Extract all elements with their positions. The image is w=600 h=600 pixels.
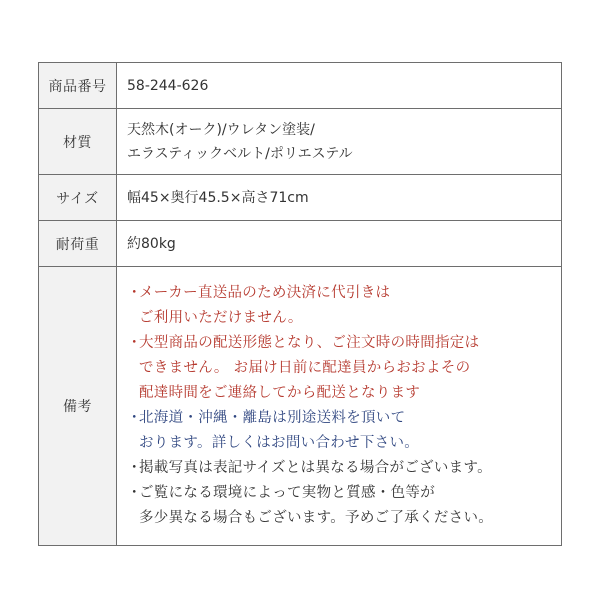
- note-line: おります。詳しくはお問い合わせ下さい。: [139, 435, 420, 451]
- note-bullet: ・: [127, 335, 142, 351]
- note-item-color-difference: [127, 481, 561, 531]
- note-item-delivery-time: [127, 331, 561, 406]
- note-line: 大型商品の配送形態となり、ご注文時の時間指定は: [139, 335, 480, 351]
- spec-label-load: 耐荷重: [39, 221, 117, 267]
- spec-value-load: 約80kg: [117, 221, 562, 267]
- note-item-extra-shipping: [127, 406, 561, 456]
- spec-value-product-number: 58-244-626: [117, 63, 562, 109]
- note-bullet: ・: [127, 485, 142, 501]
- note-bullet: ・: [127, 285, 142, 301]
- spec-row-size: [39, 175, 562, 221]
- note-item-no-cod: [127, 281, 561, 331]
- note-item-photo-size: [127, 456, 561, 481]
- spec-row-product-number: [39, 63, 562, 109]
- spec-value-material-line2: エラスティックベルト/ポリエステル: [127, 145, 353, 162]
- note-line: 配達時間をご連絡してから配送となります: [139, 385, 421, 401]
- note-line: できません。 お届け日前に配達員からおおよその: [139, 360, 471, 376]
- note-line: 掲載写真は表記サイズとは異なる場合がございます。: [139, 460, 492, 476]
- spec-label-size: サイズ: [39, 175, 117, 221]
- spec-value-size: 幅45×奥行45.5×高さ71cm: [117, 175, 562, 221]
- note-line: ご利用いただけません。: [139, 310, 303, 326]
- spec-label-notes: 備考: [39, 267, 117, 546]
- spec-row-load: [39, 221, 562, 267]
- spec-value-material: [117, 109, 562, 175]
- spec-value-notes: [117, 267, 562, 546]
- note-bullet: ・: [127, 410, 142, 426]
- note-line: メーカー直送品のため決済に代引きは: [139, 285, 391, 301]
- product-spec-table: [38, 62, 562, 546]
- note-line: 多少異なる場合もございます。予めご了承ください。: [139, 510, 494, 526]
- spec-label-material: 材質: [39, 109, 117, 175]
- note-line: 北海道・沖縄・離島は別途送料を頂いて: [139, 410, 406, 426]
- note-line: ご覧になる環境によって実物と質感・色等が: [139, 485, 435, 501]
- spec-row-notes: [39, 267, 562, 546]
- note-bullet: ・: [127, 460, 142, 476]
- spec-label-product-number: 商品番号: [39, 63, 117, 109]
- spec-value-material-line1: 天然木(オーク)/ウレタン塗装/: [127, 121, 315, 138]
- spec-row-material: [39, 109, 562, 175]
